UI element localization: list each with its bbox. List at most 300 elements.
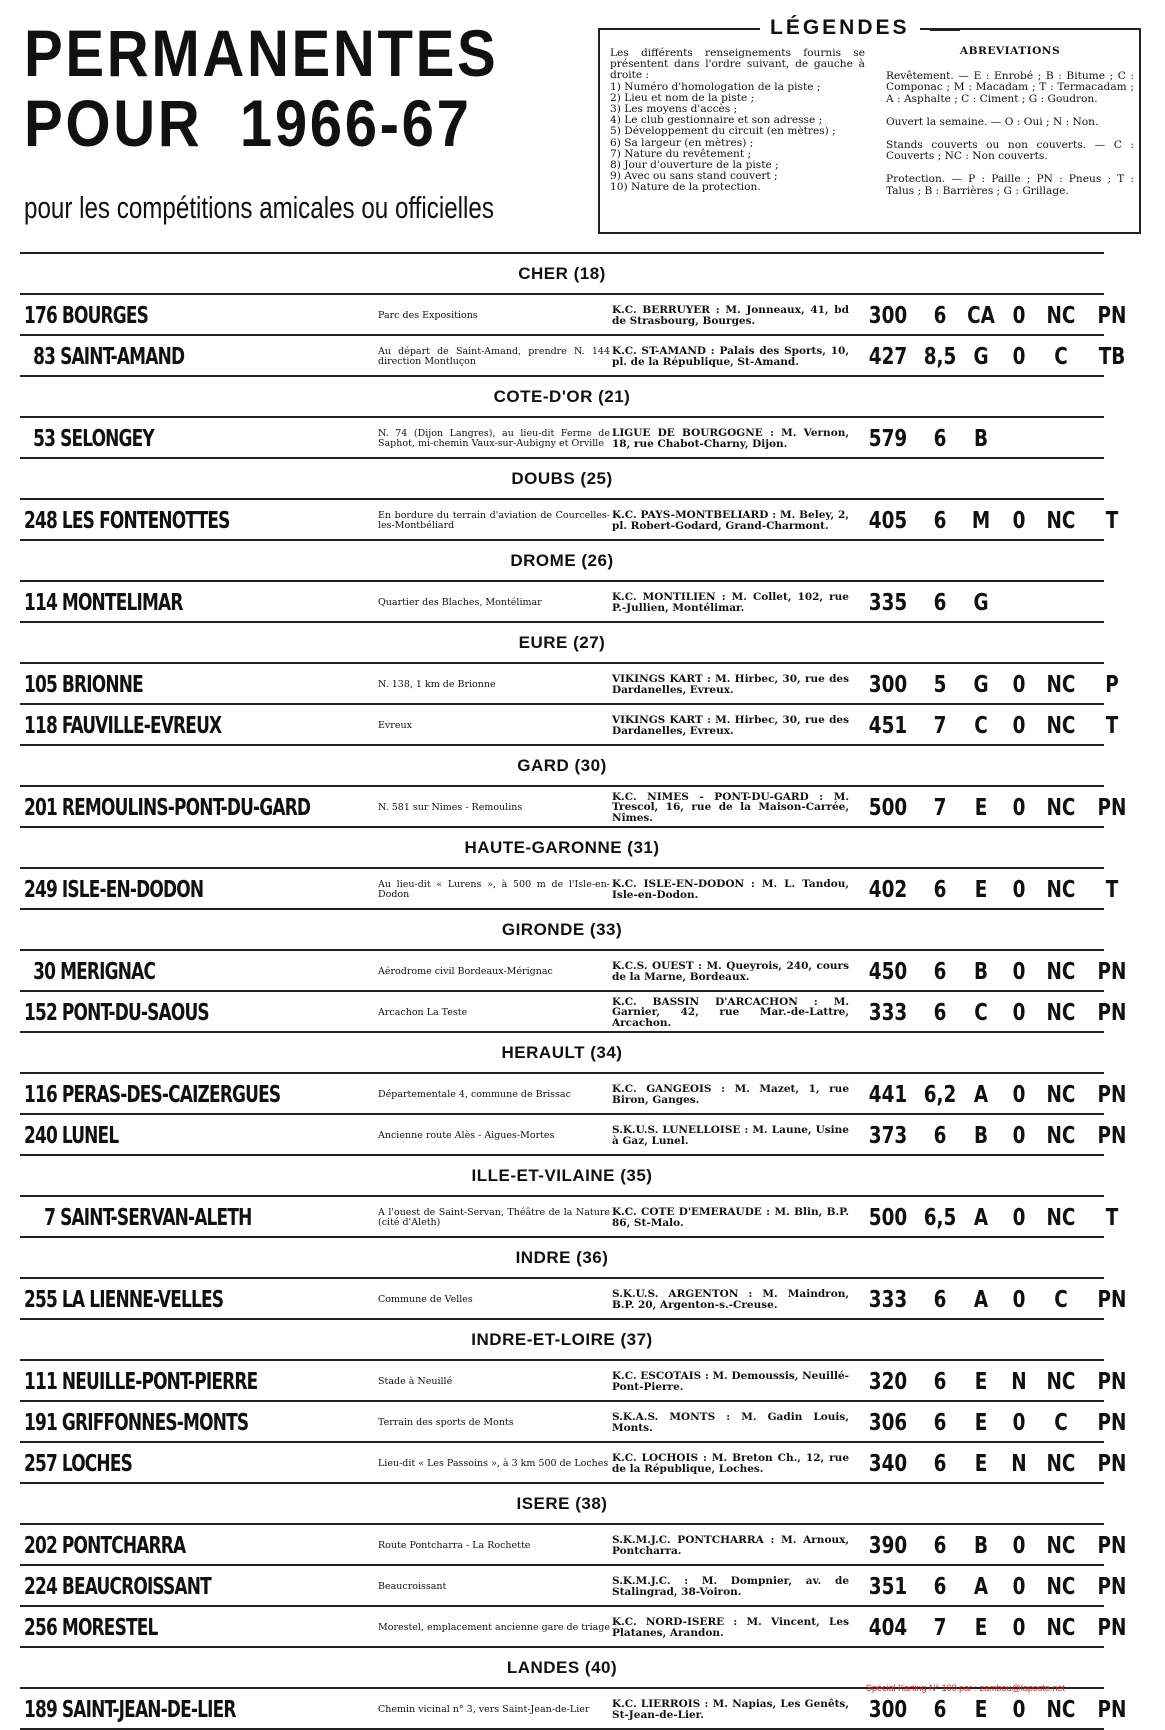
track-surface-text: G xyxy=(973,343,989,370)
track-surface-text: E xyxy=(974,1614,988,1641)
track-stand xyxy=(1041,1361,1081,1402)
track-number-name xyxy=(24,787,311,828)
track-row xyxy=(20,1115,1127,1156)
track-access-text: N. 74 (Dijon Langres), au lieu-dit Ferme de Saphot, mi-chemin Vaux-sur-Aubigny et Orville xyxy=(378,427,610,449)
track-open xyxy=(1005,664,1032,705)
track-number: 30 xyxy=(33,958,56,985)
department-header: CHER (18) xyxy=(20,254,1104,295)
track-length xyxy=(866,295,911,336)
track-row xyxy=(20,951,1127,992)
track-access xyxy=(378,336,610,377)
track-name: SAINT-JEAN-DE-LIER xyxy=(61,1696,236,1723)
track-stand xyxy=(1041,295,1081,336)
legend-item: 9) Avec ou sans stand couvert ; xyxy=(610,170,778,183)
track-surface xyxy=(964,951,998,992)
track-open xyxy=(1005,992,1032,1033)
track-width xyxy=(924,336,956,377)
track-length xyxy=(866,1074,911,1115)
track-surface-text: G xyxy=(973,671,989,698)
track-length xyxy=(866,1525,911,1566)
track-protection xyxy=(1094,787,1129,828)
track-surface-text: E xyxy=(974,876,988,903)
track-surface xyxy=(964,418,998,459)
track-access-text: Commune de Velles xyxy=(378,1293,473,1305)
track-surface-text: C xyxy=(974,999,988,1026)
track-stand-text: C xyxy=(1054,343,1068,370)
page-subtitle: pour les compétitions amicales ou officielles xyxy=(24,190,494,225)
track-surface-text: B xyxy=(973,425,989,452)
department-header: LANDES (40) xyxy=(20,1648,1104,1689)
track-protection xyxy=(1094,1607,1129,1648)
track-number: 118 xyxy=(24,712,57,739)
track-width-text: 6 xyxy=(933,302,947,329)
track-length xyxy=(866,336,911,377)
track-number-name xyxy=(24,418,311,459)
track-number-name xyxy=(24,336,311,377)
track-length-text: 500 xyxy=(868,794,908,821)
track-stand-text: NC xyxy=(1046,958,1076,985)
track-stand xyxy=(1041,1689,1081,1730)
track-stand-text: NC xyxy=(1046,999,1076,1026)
track-stand xyxy=(1041,500,1081,541)
track-row xyxy=(20,664,1119,705)
track-length xyxy=(866,1115,911,1156)
track-club xyxy=(612,992,849,1033)
track-access xyxy=(378,295,610,336)
track-protection xyxy=(1094,295,1129,336)
track-name: PONTCHARRA xyxy=(61,1532,186,1559)
track-club xyxy=(612,869,849,910)
track-stand-text: NC xyxy=(1046,1122,1076,1149)
department-header: INDRE-ET-LOIRE (37) xyxy=(20,1320,1104,1361)
track-length xyxy=(866,1607,911,1648)
track-protection xyxy=(1094,1402,1129,1443)
legend-item: 8) Jour d'ouverture de la piste ; xyxy=(610,159,779,172)
track-width-text: 6 xyxy=(933,1368,947,1395)
track-access xyxy=(378,1525,610,1566)
track-open-text: 0 xyxy=(1012,794,1026,821)
legend-item: 2) Lieu et nom de la piste ; xyxy=(610,91,755,104)
track-access xyxy=(378,1115,610,1156)
track-length-text: 300 xyxy=(868,302,908,329)
track-access-text: Beaucroissant xyxy=(378,1580,447,1592)
track-open xyxy=(1005,1443,1032,1484)
track-width xyxy=(924,1525,956,1566)
track-open xyxy=(1005,1115,1032,1156)
track-width xyxy=(924,295,956,336)
track-access xyxy=(378,1566,610,1607)
track-stand-text: NC xyxy=(1046,302,1076,329)
track-club-text: K.C. LIERROIS : M. Napias, Les Genêts, St-Jean-de-Lier. xyxy=(612,1698,849,1721)
track-width xyxy=(924,1607,956,1648)
track-name: NEUILLE-PONT-PIERRE xyxy=(61,1368,258,1395)
track-club-text: K.C. LOCHOIS : M. Breton Ch., 12, rue de la République, Loches. xyxy=(612,1452,849,1475)
track-access-text: Chemin vicinal n° 3, vers Saint-Jean-de-Lier xyxy=(378,1703,590,1715)
track-open xyxy=(1005,418,1032,459)
track-width-text: 6 xyxy=(933,958,947,985)
track-width xyxy=(924,418,956,459)
track-row xyxy=(20,336,1126,377)
track-number-name xyxy=(24,1689,311,1730)
track-surface-text: B xyxy=(973,1122,989,1149)
track-stand xyxy=(1041,705,1081,746)
track-protection-text: TB xyxy=(1098,343,1126,370)
track-surface-text: E xyxy=(974,1368,988,1395)
track-access-text: Morestel, emplacement ancienne gare de triage xyxy=(378,1621,611,1633)
track-length-text: 427 xyxy=(868,343,908,370)
track-length xyxy=(866,1361,911,1402)
track-number: 53 xyxy=(33,425,56,452)
track-stand xyxy=(1041,1115,1081,1156)
track-club-text: K.C. BERRUYER : M. Jonneaux, 41, bd de Strasbourg, Bourges. xyxy=(612,304,849,327)
track-table xyxy=(20,254,1127,1730)
track-number-name xyxy=(24,1402,311,1443)
track-name: BRIONNE xyxy=(61,671,143,698)
track-width xyxy=(924,1361,956,1402)
track-stand xyxy=(1041,951,1081,992)
track-protection-text: PN xyxy=(1097,958,1127,985)
track-name: BEAUCROISSANT xyxy=(61,1573,211,1600)
track-width-text: 7 xyxy=(933,712,947,739)
track-protection xyxy=(1094,1566,1129,1607)
track-row xyxy=(20,705,1119,746)
track-row xyxy=(20,1443,1127,1484)
track-protection-text: PN xyxy=(1097,1450,1127,1477)
track-name: SAINT-AMAND xyxy=(60,343,185,370)
track-surface xyxy=(964,992,998,1033)
track-club xyxy=(612,1689,849,1730)
track-club-text: S.K.M.J.C. PONTCHARRA : M. Arnoux, Pontcharra. xyxy=(612,1534,849,1557)
track-protection-text: PN xyxy=(1097,1696,1127,1723)
legend-item: 3) Les moyens d'accès ; xyxy=(610,103,738,116)
track-name: MONTELIMAR xyxy=(61,589,183,616)
track-width xyxy=(924,582,956,623)
track-surface xyxy=(964,1197,998,1238)
legend-item: 7) Nature du revêtement ; xyxy=(610,147,752,160)
track-surface xyxy=(964,664,998,705)
track-access-text: En bordure du terrain d'aviation de Courcelles-les-Montbéliard xyxy=(378,509,610,531)
track-number: 7 xyxy=(44,1204,56,1231)
track-club xyxy=(612,1402,849,1443)
track-surface xyxy=(964,705,998,746)
track-name: ISLE-EN-DODON xyxy=(61,876,204,903)
track-club-text: K.C. BASSIN D'ARCACHON : M. Garnier, 42, rue Mar.-de-Lattre, Arcachon. xyxy=(612,995,849,1029)
track-number: 83 xyxy=(33,343,56,370)
department-header: GIRONDE (33) xyxy=(20,910,1104,951)
track-protection-text: T xyxy=(1105,507,1119,534)
track-protection-text: PN xyxy=(1097,1286,1127,1313)
track-surface xyxy=(964,295,998,336)
track-number: 201 xyxy=(24,794,57,821)
track-club-text: K.C. PAYS-MONTBELIARD : M. Beley, 2, pl. Robert-Godard, Grand-Charmont. xyxy=(612,509,849,532)
track-club xyxy=(612,500,849,541)
track-width-text: 6 xyxy=(933,1450,947,1477)
track-access xyxy=(378,1443,610,1484)
track-club-text: VIKINGS KART : M. Hirbec, 30, rue des Dardanelles, Evreux. xyxy=(612,714,849,737)
track-length-text: 579 xyxy=(868,425,908,452)
track-access xyxy=(378,992,610,1033)
track-length xyxy=(866,705,911,746)
track-open xyxy=(1005,1566,1032,1607)
track-access-text: Parc des Expositions xyxy=(378,309,478,321)
track-length xyxy=(866,1402,911,1443)
track-length xyxy=(866,1197,911,1238)
track-surface-text: E xyxy=(974,1696,988,1723)
track-width-text: 7 xyxy=(933,1614,947,1641)
track-club-text: VIKINGS KART : M. Hirbec, 30, rue des Dardanelles, Evreux. xyxy=(612,673,849,696)
track-row xyxy=(20,787,1127,828)
track-length-text: 333 xyxy=(868,999,908,1026)
track-row xyxy=(20,1197,1119,1238)
track-protection xyxy=(1094,1525,1129,1566)
track-number: 152 xyxy=(24,999,57,1026)
track-surface-text: M xyxy=(971,507,991,534)
track-width xyxy=(924,500,956,541)
track-club-text: K.C. MONTILIEN : M. Collet, 102, rue P.-Jullien, Montélimar. xyxy=(612,591,849,614)
track-protection xyxy=(1094,500,1129,541)
track-row xyxy=(20,418,1104,459)
track-club xyxy=(612,1115,849,1156)
track-access-text: Arcachon La Teste xyxy=(378,1006,468,1018)
track-number-name xyxy=(24,869,311,910)
abbr-open: Ouvert la semaine. — O : Oui ; N : Non. xyxy=(886,115,1099,128)
track-open-text: N xyxy=(1011,1450,1027,1477)
track-open-text: 0 xyxy=(1012,1614,1026,1641)
track-club xyxy=(612,418,849,459)
track-width xyxy=(924,1402,956,1443)
track-surface xyxy=(964,1525,998,1566)
track-width-text: 6 xyxy=(933,507,947,534)
track-open-text: 0 xyxy=(1012,302,1026,329)
track-length xyxy=(866,664,911,705)
track-number-name xyxy=(24,705,311,746)
track-stand xyxy=(1041,1443,1081,1484)
track-protection-text: PN xyxy=(1097,1614,1127,1641)
track-row xyxy=(20,1566,1127,1607)
track-number-name xyxy=(24,1074,311,1115)
track-access xyxy=(378,664,610,705)
track-width xyxy=(924,869,956,910)
track-row xyxy=(20,1074,1127,1115)
track-stand-text: NC xyxy=(1046,794,1076,821)
track-access-text: Evreux xyxy=(378,719,412,731)
track-width xyxy=(924,992,956,1033)
track-number-name xyxy=(24,1607,311,1648)
track-access xyxy=(378,418,610,459)
track-stand-text: NC xyxy=(1046,1573,1076,1600)
track-number: 191 xyxy=(24,1409,57,1436)
track-stand xyxy=(1041,664,1081,705)
track-length-text: 404 xyxy=(868,1614,908,1641)
track-width-text: 6 xyxy=(933,876,947,903)
track-stand-text: NC xyxy=(1046,671,1076,698)
track-surface xyxy=(964,787,998,828)
track-row xyxy=(20,500,1119,541)
track-club-text: K.C. ST-AMAND : Palais des Sports, 10, pl. de la République, St-Amand. xyxy=(612,345,849,368)
track-open-text: 0 xyxy=(1012,343,1026,370)
track-surface xyxy=(964,1115,998,1156)
track-open xyxy=(1005,336,1032,377)
track-length xyxy=(866,500,911,541)
track-row xyxy=(20,1402,1127,1443)
abbr-surface: Revêtement. — E : Enrobé ; B : Bitume ; C : Componac ; M : Macadam ; T : Termacadam ; A : Asphalte ; C : Ciment ; G : Goudron. xyxy=(886,70,1134,105)
track-surface-text: B xyxy=(973,1532,989,1559)
track-name: LUNEL xyxy=(61,1122,119,1149)
track-protection-text: PN xyxy=(1097,1409,1127,1436)
track-open-text: 0 xyxy=(1012,876,1026,903)
track-club xyxy=(612,1279,849,1320)
track-open-text: 0 xyxy=(1012,1573,1026,1600)
track-open xyxy=(1005,951,1032,992)
page-title-line1: PERMANENTES xyxy=(24,16,499,90)
track-access xyxy=(378,582,610,623)
track-stand xyxy=(1041,1525,1081,1566)
track-access-text: Ancienne route Alès - Aigues-Mortes xyxy=(378,1129,555,1141)
department-header: COTE-D'OR (21) xyxy=(20,377,1104,418)
track-number: 176 xyxy=(24,302,57,329)
track-open-text: 0 xyxy=(1012,671,1026,698)
legend-item: 10) Nature de la protection. xyxy=(610,181,761,194)
track-club xyxy=(612,295,849,336)
track-row xyxy=(20,1279,1127,1320)
track-open xyxy=(1005,1361,1032,1402)
track-surface-text: G xyxy=(973,589,989,616)
legend-intro xyxy=(610,48,865,194)
track-club xyxy=(612,582,849,623)
track-name: SELONGEY xyxy=(60,425,154,452)
track-number-name xyxy=(24,1566,311,1607)
track-protection xyxy=(1094,418,1129,459)
track-stand-text: NC xyxy=(1046,1204,1076,1231)
track-club-text: K.C. ISLE-EN-DODON : M. L. Tandou, Isle-en-Dodon. xyxy=(612,878,849,901)
track-surface-text: E xyxy=(974,1409,988,1436)
track-length-text: 405 xyxy=(868,507,908,534)
track-access xyxy=(378,1197,610,1238)
track-protection xyxy=(1094,1279,1129,1320)
track-open-text: 0 xyxy=(1012,712,1026,739)
track-protection-text: PN xyxy=(1097,999,1127,1026)
track-number: 116 xyxy=(24,1081,57,1108)
department-header: DOUBS (25) xyxy=(20,459,1104,500)
track-number-name xyxy=(24,1197,311,1238)
track-width xyxy=(924,1443,956,1484)
track-row xyxy=(20,1525,1127,1566)
track-protection xyxy=(1094,336,1129,377)
track-width-text: 6 xyxy=(933,1696,947,1723)
track-surface xyxy=(964,869,998,910)
track-length-text: 500 xyxy=(868,1204,908,1231)
track-access-text: Route Pontcharra - La Rochette xyxy=(378,1539,531,1551)
track-protection-text: PN xyxy=(1097,1368,1127,1395)
track-width-text: 6 xyxy=(933,589,947,616)
track-stand-text: NC xyxy=(1046,1696,1076,1723)
track-length-text: 402 xyxy=(868,876,908,903)
track-number: 257 xyxy=(24,1450,57,1477)
track-protection-text: PN xyxy=(1097,1081,1127,1108)
track-protection xyxy=(1094,1689,1129,1730)
track-surface-text: E xyxy=(974,794,988,821)
track-open xyxy=(1005,705,1032,746)
track-number: 240 xyxy=(24,1122,57,1149)
track-length-text: 340 xyxy=(868,1450,908,1477)
track-surface-text: CA xyxy=(967,302,995,329)
track-open xyxy=(1005,1074,1032,1115)
track-name: LES FONTENOTTES xyxy=(61,507,230,534)
track-number-name xyxy=(24,992,311,1033)
track-width xyxy=(924,664,956,705)
track-number-name xyxy=(24,1443,311,1484)
track-access xyxy=(378,1402,610,1443)
track-club xyxy=(612,336,849,377)
track-surface xyxy=(964,1689,998,1730)
track-width-text: 6 xyxy=(933,1286,947,1313)
track-length-text: 451 xyxy=(868,712,908,739)
track-length xyxy=(866,1279,911,1320)
track-open-text: 0 xyxy=(1012,1409,1026,1436)
legend-title: LÉGENDES xyxy=(760,16,920,40)
track-surface-text: A xyxy=(973,1286,989,1313)
track-number: 114 xyxy=(24,589,57,616)
track-name: SAINT-SERVAN-ALETH xyxy=(60,1204,252,1231)
track-access-text: Au départ de Saint-Amand, prendre N. 144 direction Montluçon xyxy=(378,345,610,367)
track-number: 224 xyxy=(24,1573,57,1600)
legend-intro-text: Les différents renseignements fournis se présentent dans l'ordre suivant, de gauche à droite : xyxy=(610,47,865,82)
track-width-text: 5 xyxy=(933,671,947,698)
track-surface xyxy=(964,1279,998,1320)
track-length-text: 450 xyxy=(868,958,908,985)
track-stand-text: C xyxy=(1054,1409,1068,1436)
track-open xyxy=(1005,1607,1032,1648)
track-name: PONT-DU-SAOUS xyxy=(61,999,209,1026)
track-stand-text: NC xyxy=(1046,1450,1076,1477)
track-surface xyxy=(964,336,998,377)
track-open xyxy=(1005,582,1032,623)
track-number-name xyxy=(24,1361,311,1402)
track-access xyxy=(378,787,610,828)
track-surface xyxy=(964,1443,998,1484)
track-surface-text: E xyxy=(974,1450,988,1477)
track-number: 248 xyxy=(24,507,57,534)
track-width xyxy=(924,1197,956,1238)
track-stand xyxy=(1041,1402,1081,1443)
track-name: BOURGES xyxy=(61,302,149,329)
track-stand-text: NC xyxy=(1046,1368,1076,1395)
track-open-text: N xyxy=(1011,1368,1027,1395)
track-protection xyxy=(1094,951,1129,992)
track-open xyxy=(1005,1279,1032,1320)
track-surface xyxy=(964,1074,998,1115)
track-length-text: 320 xyxy=(868,1368,908,1395)
track-row xyxy=(20,1361,1127,1402)
department-header: INDRE (36) xyxy=(20,1238,1104,1279)
track-width-text: 6 xyxy=(933,999,947,1026)
track-name: GRIFFONNES-MONTS xyxy=(61,1409,249,1436)
track-access-text: A l'ouest de Saint-Servan, Théâtre de la Nature (cité d'Aleth) xyxy=(378,1206,610,1228)
track-width-text: 6 xyxy=(933,1409,947,1436)
track-stand-text: NC xyxy=(1046,507,1076,534)
track-club-text: K.C. NIMES - PONT-DU-GARD : M. Trescol, 16, rue de la Maison-Carrée, Nîmes. xyxy=(612,790,849,824)
track-access xyxy=(378,1279,610,1320)
track-access xyxy=(378,951,610,992)
legend-abbreviations xyxy=(886,46,1134,209)
track-length xyxy=(866,1566,911,1607)
track-width xyxy=(924,951,956,992)
track-club-text: K.C. COTE D'EMERAUDE : M. Blin, B.P. 86, St-Malo. xyxy=(612,1206,849,1229)
track-access xyxy=(378,1074,610,1115)
track-width xyxy=(924,705,956,746)
track-club-text: K.C.S. OUEST : M. Queyrois, 240, cours de la Marne, Bordeaux. xyxy=(612,960,849,983)
track-number: 202 xyxy=(24,1532,57,1559)
